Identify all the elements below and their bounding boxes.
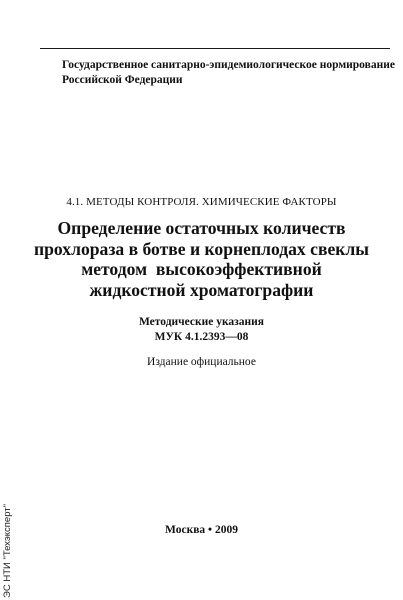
edition-label: Издание официальное — [147, 356, 256, 368]
document-title — [0, 218, 403, 300]
title-line-1: Определение остаточных количеств — [57, 218, 346, 238]
watermark-text: ЭС НТИ "Техэксперт" — [2, 503, 13, 598]
document-number: МУК 4.1.2393—08 — [154, 331, 249, 343]
issuer-line-2: Российской Федерации — [62, 74, 183, 86]
header-rule — [40, 48, 390, 49]
watermark — [2, 498, 14, 598]
issuer-line-1: Государственное санитарно-эпидемиологическое нормирование — [62, 59, 395, 71]
section-heading: 4.1. МЕТОДЫ КОНТРОЛЯ. ХИМИЧЕСКИЕ ФАКТОРЫ — [66, 196, 337, 208]
publication-place-year: Москва • 2009 — [165, 524, 238, 536]
issuer-heading — [40, 58, 395, 88]
header-block — [40, 48, 395, 88]
title-line-2: прохлораза в ботве и корнеплодах свеклы — [34, 238, 369, 259]
document-type-label: Методические указания — [138, 316, 265, 328]
title-line-4: жидкостной хроматографии — [89, 279, 314, 300]
document-type — [0, 315, 403, 345]
title-line-3: методом высокоэффективной — [81, 259, 322, 279]
